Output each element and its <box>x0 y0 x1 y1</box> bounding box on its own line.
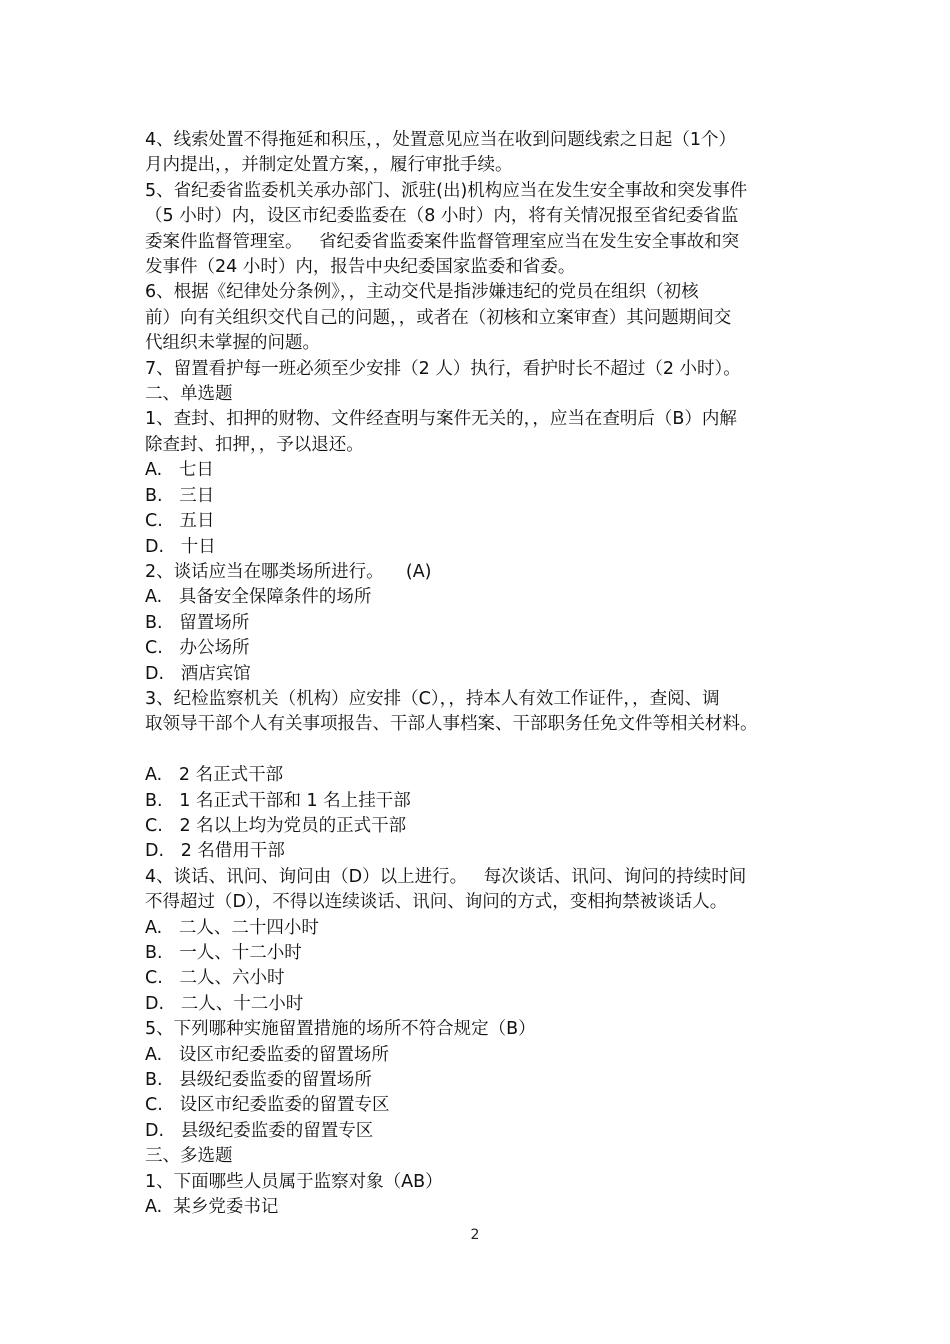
answer-option: B. 一人、十二小时 <box>145 942 302 963</box>
answer-option: A. 某乡党委书记 <box>145 1197 279 1218</box>
answer-option: B. 三日 <box>145 485 215 506</box>
answer-option: D. 酒店宾馆 <box>145 663 251 684</box>
answer-option: B. 1 名正式干部和 1 名上挂干部 <box>145 790 411 811</box>
question-text: 5、下列哪种实施留置措施的场所不符合规定（B） <box>145 1019 536 1040</box>
answer-option: D. 二人、十二小时 <box>145 993 304 1014</box>
text-line: 6、根据《纪律处分条例》，，主动交代是指涉嫌违纪的党员在组织（初核 <box>145 282 699 303</box>
answer-option: D. 县级纪委监委的留置专区 <box>145 1120 374 1141</box>
answer-option: C. 二人、六小时 <box>145 968 285 989</box>
text-line: 4、线索处置不得拖延和积压，，处置意见应当在收到问题线索之日起（1个） <box>145 130 737 150</box>
document-body <box>145 128 825 1220</box>
answer-option: D. 十日 <box>145 536 216 557</box>
question-text: 4、谈话、讯问、询问由（D）以上进行。 每次谈话、讯问、询问的持续时间 <box>145 866 747 887</box>
text-line: 5、省纪委省监委机关承办部门、派驻(出)机构应当在发生安全事故和突发事件 <box>145 180 748 201</box>
answer-option: A. 二人、二十四小时 <box>145 917 319 938</box>
answer-option: A. 2 名正式干部 <box>145 765 284 786</box>
question-text: 取领导干部个人有关事项报告、干部人事档案、干部职务任免文件等相关材料。 <box>145 714 758 735</box>
section-heading: 三、多选题 <box>145 1146 233 1167</box>
question-text: 除查封、扣押，，予以退还。 <box>145 434 364 455</box>
page-number: 2 <box>470 1227 480 1243</box>
answer-option: B. 县级纪委监委的留置场所 <box>145 1070 372 1091</box>
answer-option: C. 办公场所 <box>145 638 250 659</box>
question-text: 1、查封、扣押的财物、文件经查明与案件无关的，，应当在查明后（B）内解 <box>145 409 737 430</box>
section-heading: 二、单选题 <box>145 384 233 405</box>
text-line: 委案件监督管理室。 省纪委省监委案件监督管理室应当在发生安全事故和突 <box>145 231 740 252</box>
question-text: 不得超过（D），不得以连续谈话、讯问、询问的方式，变相拘禁被谈话人。 <box>145 892 728 913</box>
answer-option: C. 设区市纪委监委的留置专区 <box>145 1095 390 1116</box>
text-line: 月内提出，，并制定处置方案，，履行审批手续。 <box>145 155 513 176</box>
answer-option: C. 五日 <box>145 511 215 532</box>
text-line: 前）向有关组织交代自己的问题，，或者在（初核和立案审查）其问题期间交 <box>145 307 732 328</box>
question-text: 3、纪检监察机关（机构）应安排（C），，持本人有效工作证件，，查阅、调 <box>145 688 720 709</box>
text-line: 7、留置看护每一班必须至少安排（2 人）执行，看护时长不超过（2 小时）。 <box>145 358 741 379</box>
text-line: （5 小时）内，设区市纪委监委在（8 小时）内，将有关情况报至省纪委省监 <box>145 206 739 227</box>
text-line: 代组织未掌握的问题。 <box>145 333 320 354</box>
answer-option: A. 设区市纪委监委的留置场所 <box>145 1044 389 1065</box>
answer-option: A. 七日 <box>145 460 214 481</box>
question-text: 1、下面哪些人员属于监察对象（AB） <box>145 1171 443 1192</box>
question-text: 2、谈话应当在哪类场所进行。 (A) <box>145 561 432 582</box>
answer-option: A. 具备安全保障条件的场所 <box>145 587 372 608</box>
blank-line <box>145 738 825 763</box>
text-line: 发事件（24 小时）内，报告中央纪委国家监委和省委。 <box>145 257 576 278</box>
answer-option: D. 2 名借用干部 <box>145 841 285 862</box>
answer-option: B. 留置场所 <box>145 612 250 633</box>
answer-option: C. 2 名以上均为党员的正式干部 <box>145 815 407 836</box>
